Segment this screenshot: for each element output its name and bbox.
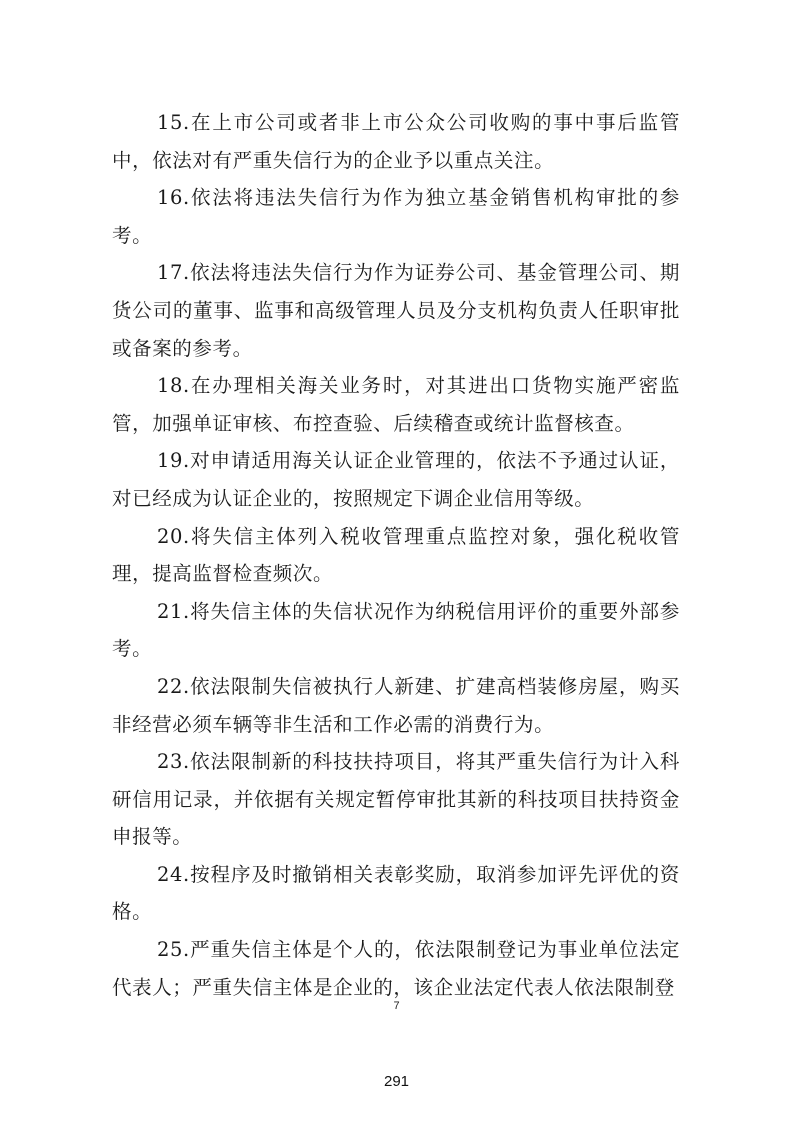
paragraph-22: 22.依法限制失信被执行人新建、扩建高档装修房屋，购买非经营必须车辆等非生活和工作必需的消费行为。 [112,674,680,736]
paragraph-17: 17.依法将违法失信行为作为证券公司、基金管理公司、期货公司的董事、监事和高级管理人员及分支机构负责人任职审批或备案的参考。 [112,261,680,360]
document-body [112,104,680,1006]
paragraph-21: 21.将失信主体的失信状况作为纳税信用评价的重要外部参考。 [112,599,680,661]
paragraph-16: 16.依法将违法失信行为作为独立基金销售机构审批的参考。 [112,186,680,247]
page-number-outer: 291 [383,1073,410,1090]
paragraph-18: 18.在办理相关海关业务时，对其进出口货物实施严密监管，加强单证审核、布控查验、后续稽查或统计监督核查。 [112,374,680,435]
page-number-inner: 7 [393,1000,400,1012]
paragraph-25: 25.严重失信主体是个人的，依法限制登记为事业单位法定代表人；严重失信主体是企业的，该企业法定代表人依法限制登 [112,938,680,999]
paragraph-23: 23.依法限制新的科技扶持项目，将其严重失信行为计入科研信用记录，并依据有关规定暂停审批其新的科技项目扶持资金申报等。 [112,750,680,849]
paragraph-15: 15.在上市公司或者非上市公众公司收购的事中事后监管中，依法对有严重失信行为的企业予以重点关注。 [112,111,680,172]
paragraph-24: 24.按程序及时撤销相关表彰奖励，取消参加评先评优的资格。 [112,862,680,924]
paragraph-19: 19.对申请适用海关认证企业管理的，依法不予通过认证，对已经成为认证企业的，按照规定下调企业信用等级。 [112,449,680,510]
paragraph-20: 20.将失信主体列入税收管理重点监控对象，强化税收管理，提高监督检查频次。 [112,524,680,586]
